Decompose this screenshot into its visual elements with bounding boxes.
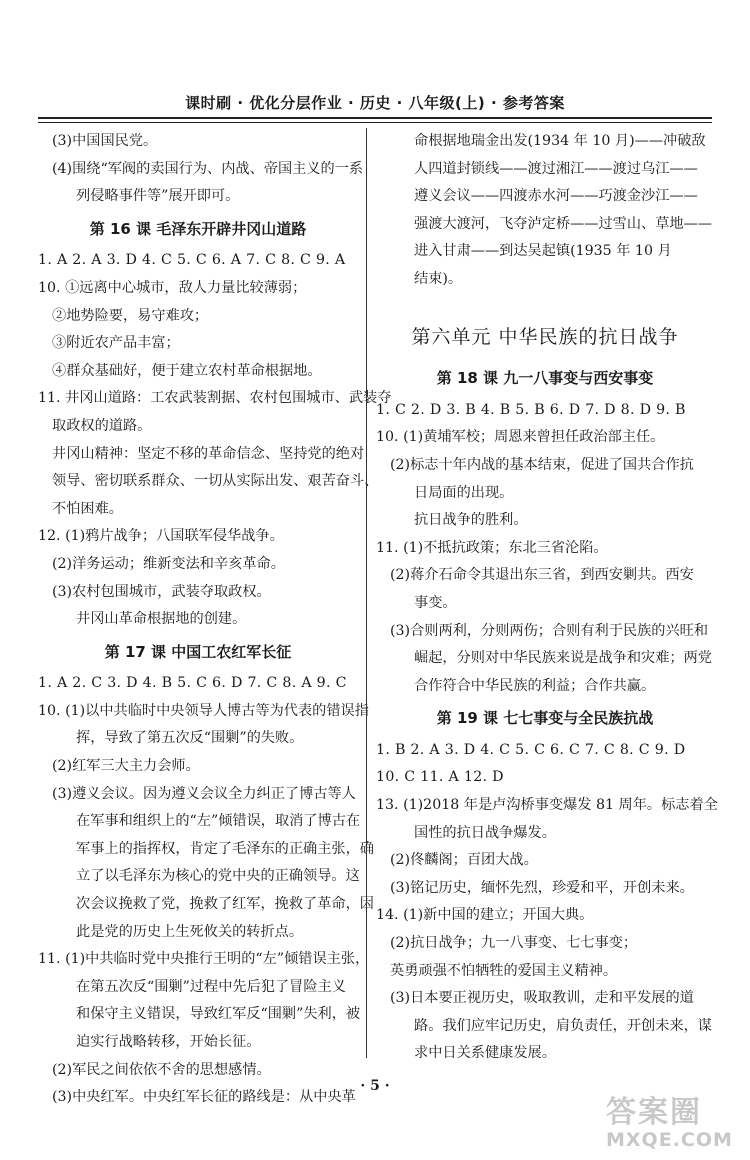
answer-line: 在第五次反“围剿”过程中先后犯了冒险主义 <box>76 978 346 995</box>
header-rule <box>38 117 712 123</box>
answer-line: 求中日关系健康发展。 <box>414 1045 556 1062</box>
answer-line: 进入甘肃——到达吴起镇(1935 年 10 月 <box>414 243 672 260</box>
answer-line: 遵义会议——四渡赤水河——巧渡金沙江—— <box>414 188 698 205</box>
lesson-title: 第 18 课 九一八事变与西安事变 <box>436 369 654 388</box>
answer-line: 英勇顽强不怕牺牲的爱国主义精神。 <box>390 962 618 979</box>
answer-line: 取政权的道路。 <box>52 417 152 434</box>
answer-line: 13. (1)2018 年是卢沟桥事变爆发 81 周年。标志着全 <box>376 797 718 814</box>
watermark-domain: MXQE.COM <box>606 1129 733 1151</box>
answer-line: 10. ①远离中心城市，敌人力量比较薄弱； <box>38 279 307 296</box>
answer-line: 井冈山革命根据地的创建。 <box>76 611 247 628</box>
answer-line: 抗日战争的胜利。 <box>414 512 528 529</box>
answer-line: (4)围绕“军阀的卖国行为、内战、帝国主义的一系 <box>52 160 364 177</box>
answer-line: 挥，导致了第五次反“围剿”的失败。 <box>76 730 304 747</box>
answer-line: 井冈山精神：坚定不移的革命信念、坚持党的绝对 <box>52 445 365 462</box>
answer-line: 10. (1)黄埔军校；周恩来曾担任政治部主任。 <box>376 429 665 446</box>
lesson-title: 第 16 课 毛泽东开辟井冈山道路 <box>89 219 307 238</box>
answer-line: 1. B 2. A 3. D 4. C 5. C 6. C 7. C 8. C 9. D <box>376 741 686 758</box>
answer-line: 结束)。 <box>414 270 463 287</box>
answer-line: (3)中国国民党。 <box>52 133 158 149</box>
answer-line: 此是党的历史上生死攸关的转折点。 <box>76 923 304 940</box>
answer-line: (2)蒋介石命令其退出东三省，到西安剿共。西安 <box>390 567 694 584</box>
answer-line: (2)洋务运动；维新变法和辛亥革命。 <box>52 555 285 572</box>
answer-line: 崛起，分则对中华民族来说是战争和灾难；两党 <box>414 650 712 667</box>
answer-line: 强渡大渡河，飞夺泸定桥——过雪山、草地—— <box>414 215 712 232</box>
answer-line: 命根据地瑞金出发(1934 年 10 月)——冲破敌 <box>414 133 706 149</box>
answer-line: 次会议挽救了党，挽救了红军，挽救了革命，因 <box>76 896 374 913</box>
left-column <box>38 128 392 1112</box>
answer-line: (3)遵义会议。因为遵义会议全力纠正了博古等人 <box>52 785 356 802</box>
answer-line: (3)中央红军。中央红军长征的路线是：从中央革 <box>52 1089 356 1106</box>
column-divider <box>366 128 367 1058</box>
answer-line: 国性的抗日战争爆发。 <box>414 824 556 841</box>
lesson-title: 第 19 课 七七事变与全民族抗战 <box>436 709 654 728</box>
answer-line: 不怕困难。 <box>52 500 123 517</box>
answer-line: 11. 井冈山道路：工农武装割据、农村包围城市、武装夺 <box>38 390 392 407</box>
answer-line: 在军事和组织上的“左”倾错误，取消了博古在 <box>76 813 361 830</box>
answer-line: (3)铭记历史，缅怀先烈，珍爱和平，开创未来。 <box>390 879 694 896</box>
answer-line: ②地势险要，易守难攻； <box>52 307 209 324</box>
answer-line: ③附近农产品丰富； <box>52 335 180 352</box>
answer-line: (3)农村包围城市，武装夺取政权。 <box>52 583 271 600</box>
answer-line: 合作符合中华民族的利益；合作共赢。 <box>414 677 656 694</box>
page-header: 课时刷 · 优化分层作业 · 历史 · 八年级(上) · 参考答案 <box>185 94 565 112</box>
answer-line: 立了以毛泽东为核心的党中央的正确领导。这 <box>76 868 360 885</box>
answer-line: (2)抗日战争；九一八事变、七七事变； <box>390 935 638 952</box>
answer-line: 1. A 2. C 3. D 4. B 5. C 6. D 7. C 8. A 9. C <box>38 675 347 692</box>
right-column <box>376 128 718 1068</box>
answer-line: 领导、密切联系群众、一切从实际出发、艰苦奋斗、 <box>52 473 379 490</box>
answer-line: (3)合则两利，分则两伤；合则有利于民族的兴旺和 <box>390 622 709 639</box>
answer-line: 人四道封锁线——渡过湘江——渡过乌江—— <box>414 160 698 177</box>
watermark-logo <box>606 1096 736 1154</box>
answer-line: 1. C 2. D 3. B 4. B 5. B 6. D 7. D 8. D 9. B <box>376 401 686 418</box>
answer-line: 和保守主义错误，导致红军反“围剿”失利，被 <box>76 1006 361 1023</box>
answer-line: 11. (1)中共临时党中央推行王明的“左”倾错误主张， <box>38 951 370 968</box>
answer-line: 路。我们应牢记历史，肩负责任，开创未来，谋 <box>414 1017 712 1034</box>
answer-line: 14. (1)新中国的建立；开国大典。 <box>376 907 594 924</box>
answer-line: 1. A 2. A 3. D 4. C 5. C 6. A 7. C 8. C 9. A <box>38 252 346 269</box>
lesson-title: 第 17 课 中国工农红军长征 <box>104 642 292 661</box>
answer-line: 日局面的出现。 <box>414 484 514 501</box>
page-number: · 5 · <box>360 1078 390 1094</box>
answer-line: 12. (1)鸦片战争；八国联军侵华战争。 <box>38 528 284 545</box>
answer-line: 列侵略事件等”展开即可。 <box>76 188 240 205</box>
answer-line: (2)红军三大主力会师。 <box>52 758 200 775</box>
answer-line: (2)军民之间依依不舍的思想感情。 <box>52 1061 271 1078</box>
answer-line: (2)标志十年内战的基本结束，促进了国共合作抗 <box>390 456 694 473</box>
unit-title: 第六单元 中华民族的抗日战争 <box>411 325 679 348</box>
answer-line: 迫实行战略转移，开始长征。 <box>76 1034 261 1050</box>
answer-line: 事变。 <box>414 594 457 611</box>
answer-line: 11. (1)不抵抗政策；东北三省沦陷。 <box>376 539 608 556</box>
answer-line: ④群众基础好，便于建立农村革命根据地。 <box>52 362 322 379</box>
answer-line: (2)佟麟阁；百团大战。 <box>390 852 538 869</box>
answer-line: (3)日本要正视历史，吸取教训，走和平发展的道 <box>390 990 694 1007</box>
answer-line: 军事上的指挥权，肯定了毛泽东的正确主张，确 <box>76 840 374 857</box>
watermark-text: 答案圈 <box>606 1095 702 1130</box>
answer-line: 10. (1)以中共临时中央领导人博古等为代表的错误指 <box>38 702 369 719</box>
answer-line: 10. C 11. A 12. D <box>376 769 504 786</box>
